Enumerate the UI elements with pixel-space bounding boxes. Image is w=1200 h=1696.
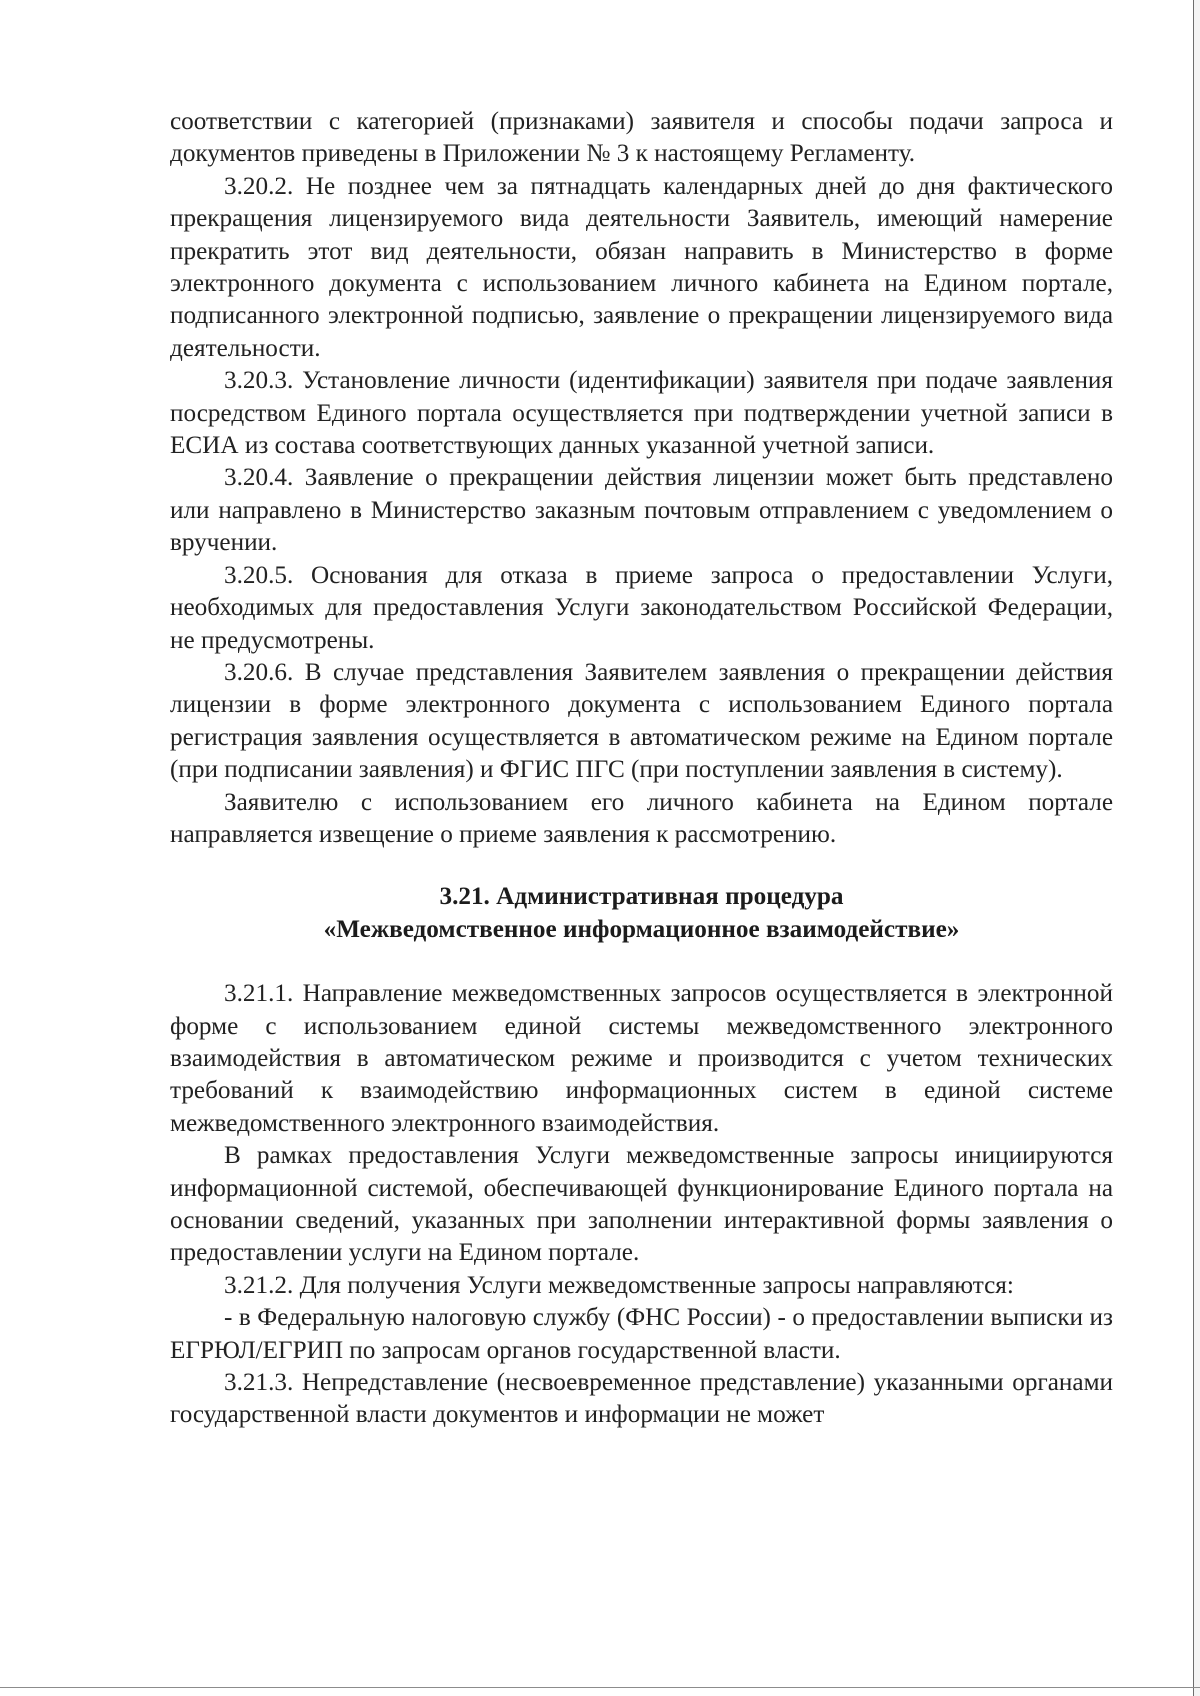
paragraph-3-20-3: 3.20.3. Установление личности (идентификации) заявителя при подаче заявления посредством Единого портала осуществляется при подтверждении учетной записи в ЕСИА из состава соответствующих данных указанной учетной записи. <box>170 367 1113 460</box>
scan-edge-bottom <box>0 1687 1200 1688</box>
paragraph-continuation: соответствии с категорией (признаками) заявителя и способы подачи запроса и документов приведены в Приложении № 3 к настоящему Регламенту. <box>170 108 1113 168</box>
paragraph-interagency-requests: В рамках предоставления Услуги межведомственные запросы инициируются информационной системой, обеспечивающей функционирование Единого портала на основании сведений, указанных при заполнении интерактивной формы заявления о предоставлении услуги на Едином портале. <box>170 1142 1113 1267</box>
scan-edge-right <box>1193 0 1200 1696</box>
paragraph-notification: Заявителю с использованием его личного кабинета на Едином портале направляется извещение о приеме заявления к рассмотрению. <box>170 788 1113 848</box>
paragraph-3-20-2: 3.20.2. Не позднее чем за пятнадцать календарных дней до дня фактического прекращения лицензируемого вида деятельности Заявитель, имеющий намерение прекратить этот вид деятельности, обязан направить в Министерство в форме электронного документа с использованием личного кабинета на Едином портале, подписанного электронной подписью, заявление о прекращении лицензируемого вида деятельности. <box>170 172 1113 362</box>
section-heading-line-2: «Межведомственное информационное взаимодействие» <box>323 915 960 943</box>
section-heading-line-1: 3.21. Административная процедура <box>439 883 844 911</box>
paragraph-3-20-5: 3.20.5. Основания для отказа в приеме запроса о предоставлении Услуги, необходимых для предоставления Услуги законодательством Российской Федерации, не предусмотрены. <box>170 561 1113 654</box>
paragraph-fns-request: - в Федеральную налоговую службу (ФНС России) - о предоставлении выписки из ЕГРЮЛ/ЕГРИП по запросам органов государственной власти. <box>170 1304 1113 1364</box>
paragraph-3-20-4: 3.20.4. Заявление о прекращении действия лицензии может быть представлено или направлено в Министерство заказным почтовым отправлением с уведомлением о вручении. <box>170 464 1113 557</box>
paragraph-3-21-1: 3.21.1. Направление межведомственных запросов осуществляется в электронной форме с использованием единой системы межведомственного электронного взаимодействия в автоматическом режиме и производится с учетом технических требований к взаимодействию информационных систем в единой системе межведомственного электронного взаимодействия. <box>170 980 1113 1137</box>
section-heading-3-21 <box>170 881 1113 946</box>
document-body <box>170 106 1113 1432</box>
paragraph-3-21-2: 3.21.2. Для получения Услуги межведомственные запросы направляются: <box>224 1271 1014 1299</box>
paragraph-3-20-6: 3.20.6. В случае представления Заявителем заявления о прекращении действия лицензии в форме электронного документа с использованием Единого портала регистрация заявления осуществляется в автоматическом режиме на Едином портале (при подписании заявления) и ФГИС ПГС (при поступлении заявления в систему). <box>170 658 1113 784</box>
paragraph-3-21-3: 3.21.3. Непредставление (несвоевременное представление) указанными органами государственной власти документов и информации не может <box>170 1369 1113 1429</box>
